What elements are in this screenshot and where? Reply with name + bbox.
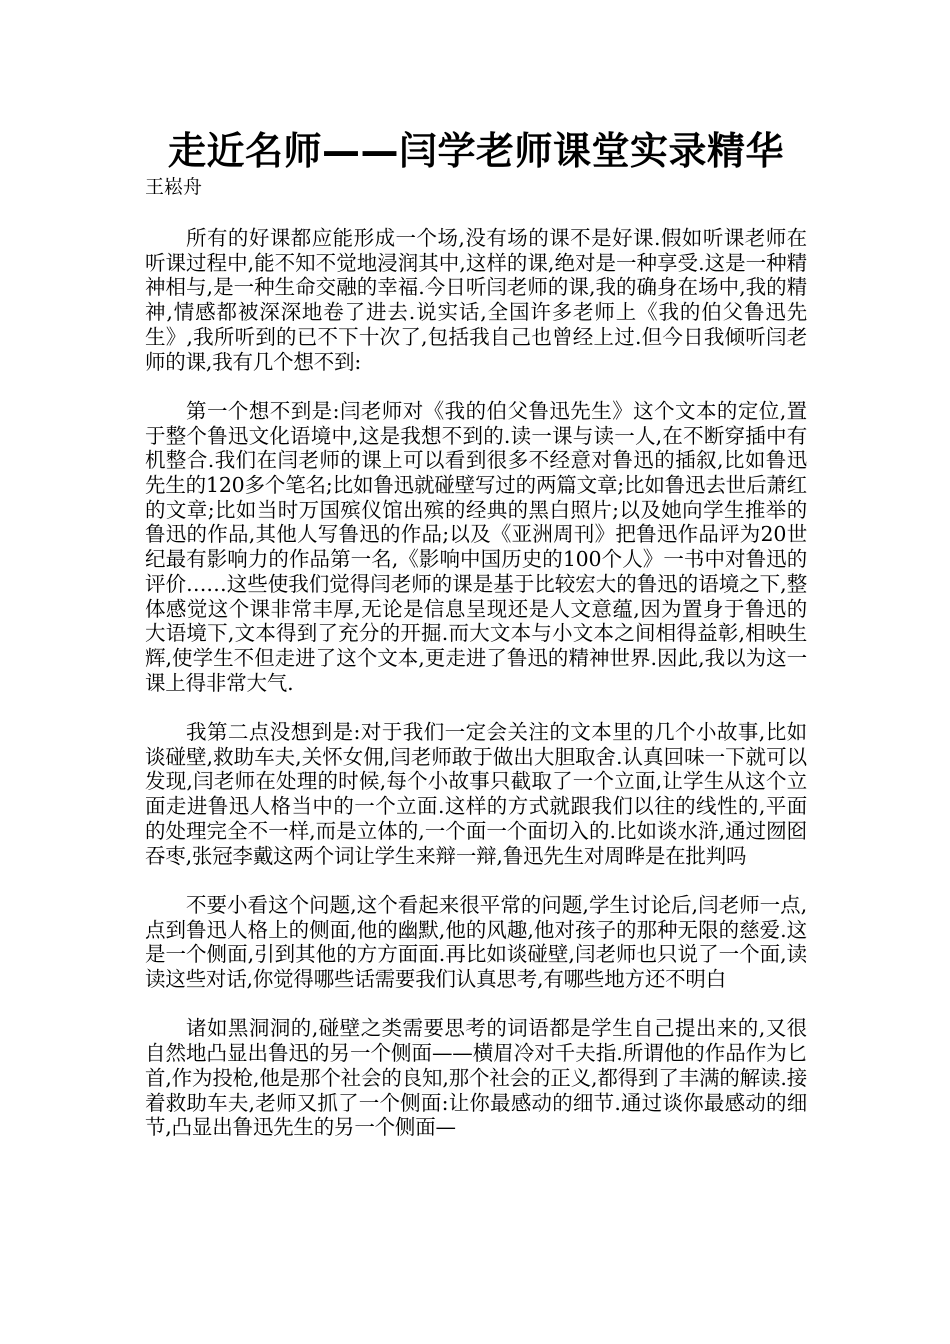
paragraph: 第一个想不到是:闫老师对《我的伯父鲁迅先生》这个文本的定位,置于整个鲁迅文化语境中,这是我想不到的.读一课与读一人,在不断穿插中有机整合.我们在闫老师的课上可以看到很多不经意对鲁迅的插叙,比如鲁迅先生的120多个笔名;比如鲁迅就碰壁写过的两篇文章;比如鲁迅去世后萧红的文章;比如当时万国殡仪馆出殡的经典的黑白照片;以及她向学生推举的鲁迅的作品,其他人写鲁迅的作品;以及《亚洲周刊》把鲁迅作品评为20世纪最有影响力的作品第一名,《影响中国历史的100个人》一书中对鲁迅的评价……这些使我们觉得闫老师的课是基于比较宏大的鲁迅的语境之下,整体感觉这个课非常丰厚,无论是信息呈现还是人文意蕴,因为置身于鲁迅的大语境下,文本得到了充分的开掘.而大文本与小文本之间相得益彰,相映生辉,使学生不但走进了这个文本,更走进了鲁迅的精神世界.因此,我以为这一课上得非常大气. [145, 398, 807, 695]
paragraph: 诸如黑洞洞的,碰壁之类需要思考的词语都是学生自己提出来的,又很自然地凸显出鲁迅的另一个侧面——横眉冷对千夫指.所谓他的作品作为匕首,作为投枪,他是那个社会的良知,那个社会的正义,都得到了丰满的解读.接着救助车夫,老师又抓了一个侧面:让你最感动的细节.通过谈你最感动的细节,凸显出鲁迅先生的另一个侧面— [145, 1016, 807, 1140]
paragraph: 我第二点没想到是:对于我们一定会关注的文本里的几个小故事,比如谈碰壁,救助车夫,关怀女佣,闫老师敢于做出大胆取舍.认真回味一下就可以发现,闫老师在处理的时候,每个小故事只截取了一个立面,让学生从这个立面走进鲁迅人格当中的一个立面.这样的方式就跟我们以往的线性的,平面的处理完全不一样,而是立体的,一个面一个面切入的.比如谈水浒,通过囫囵吞枣,张冠李戴这两个词让学生来辩一辩,鲁迅先生对周晔是在批判吗 [145, 720, 807, 868]
document-page [145, 128, 807, 1165]
paragraph: 所有的好课都应能形成一个场,没有场的课不是好课.假如听课老师在听课过程中,能不知不觉地浸润其中,这样的课,绝对是一种享受.这是一种精神相与,是一种生命交融的幸福.今日听闫老师的课,我的确身在场中,我的精神,情感都被深深地卷了进去.说实话,全国许多老师上《我的伯父鲁迅先生》,我所听到的已不下十次了,包括我自己也曾经上过.但今日我倾听闫老师的课,我有几个想不到: [145, 226, 807, 374]
paragraph: 不要小看这个问题,这个看起来很平常的问题,学生讨论后,闫老师一点,点到鲁迅人格上的侧面,他的幽默,他的风趣,他对孩子的那种无限的慈爱.这是一个侧面,引到其他的方方面面.再比如谈碰壁,闫老师也只说了一个面,读读这些对话,你觉得哪些话需要我们认真思考,有哪些地方还不明白 [145, 892, 807, 992]
document-title: 走近名师——闫学老师课堂实录精华 [167, 129, 784, 173]
document-author: 王崧舟 [145, 176, 203, 198]
